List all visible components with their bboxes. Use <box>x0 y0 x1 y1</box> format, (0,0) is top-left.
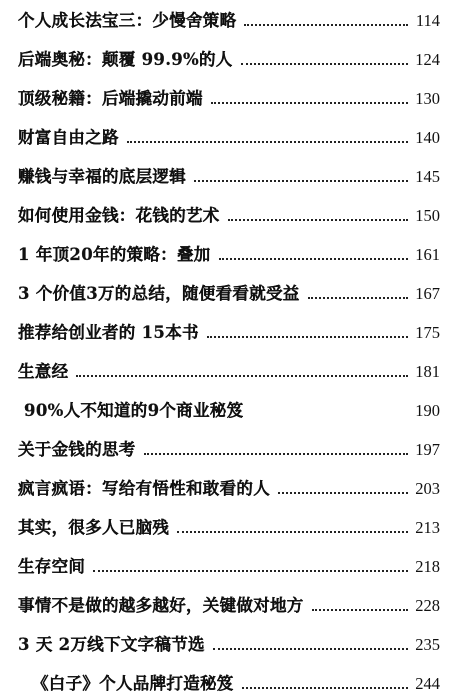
toc-entry[interactable] <box>0 84 460 110</box>
dot-leader <box>241 63 408 65</box>
toc-entry-title: 事情不是做的越多越好，关键做对地方 <box>18 596 304 615</box>
dot-leader <box>194 180 408 182</box>
toc-entry[interactable] <box>0 474 460 500</box>
dot-leader <box>127 141 408 143</box>
toc-entry-title: 3 天 2万线下文字稿节选 <box>18 635 205 654</box>
toc-entry-page: 190 <box>415 401 440 420</box>
toc-entry-title: 财富自由之路 <box>18 128 119 147</box>
toc-entry-page: 145 <box>415 167 440 186</box>
toc-entry-title: 生存空间 <box>18 557 86 576</box>
toc-entry-title: 生意经 <box>18 362 69 381</box>
toc-entry[interactable] <box>0 630 460 656</box>
toc-entry[interactable] <box>0 6 460 32</box>
toc-entry[interactable] <box>0 591 460 617</box>
toc-entry[interactable] <box>0 396 460 422</box>
dot-leader <box>312 609 408 611</box>
toc-entry[interactable] <box>0 201 460 227</box>
toc-entry-title: 《白子》个人品牌打造秘笈 <box>32 674 234 693</box>
dot-leader <box>207 336 408 338</box>
toc-entry[interactable] <box>0 318 460 344</box>
dot-leader <box>93 570 408 572</box>
toc-entry-title: 个人成长法宝三：少慢舍策略 <box>18 11 237 30</box>
dot-leader <box>219 258 408 260</box>
toc-entry[interactable] <box>0 435 460 461</box>
toc-entry[interactable] <box>0 162 460 188</box>
dot-leader <box>144 453 408 455</box>
toc-entry-title: 90%人不知道的9个商业秘笈 <box>18 401 244 420</box>
toc-entry-page: 150 <box>415 206 440 225</box>
toc-entry[interactable] <box>0 513 460 539</box>
toc-entry-title: 如何使用金钱：花钱的艺术 <box>18 206 220 225</box>
dot-leader <box>251 414 408 416</box>
toc-entry[interactable] <box>0 552 460 578</box>
toc-entry-title: 3 个价值3万的总结，随便看看就受益 <box>18 284 300 303</box>
toc-entry-title: 推荐给创业者的 15本书 <box>18 323 199 342</box>
dot-leader <box>278 492 408 494</box>
toc-entry-page: 228 <box>415 596 440 615</box>
dot-leader <box>242 687 408 689</box>
toc-entry[interactable] <box>0 45 460 71</box>
toc-entry-page: 114 <box>415 11 440 30</box>
toc-entry-title: 关于金钱的思考 <box>18 440 136 459</box>
toc-entry-page: 203 <box>415 479 440 498</box>
dot-leader <box>228 219 408 221</box>
toc-entry-page: 140 <box>415 128 440 147</box>
toc-entry-page: 197 <box>415 440 440 459</box>
toc-entry-page: 175 <box>415 323 440 342</box>
toc-entry-page: 218 <box>415 557 440 576</box>
dot-leader <box>76 375 408 377</box>
toc-entry-title: 疯言疯语：写给有悟性和敢看的人 <box>18 479 270 498</box>
toc-entry-title: 顶级秘籍：后端撬动前端 <box>18 89 203 108</box>
toc-entry-page: 181 <box>415 362 440 381</box>
toc-entry-title: 其实，很多人已脑残 <box>18 518 170 537</box>
toc-entry[interactable] <box>0 240 460 266</box>
toc-entry-page: 244 <box>415 674 440 693</box>
toc-entry-page: 235 <box>415 635 440 654</box>
toc-entry[interactable] <box>0 357 460 383</box>
toc-entry[interactable] <box>0 669 460 695</box>
toc-entry-page: 124 <box>415 50 440 69</box>
toc-entry-page: 161 <box>415 245 440 264</box>
dot-leader <box>308 297 408 299</box>
dot-leader <box>244 24 408 26</box>
toc-entry-title: 赚钱与幸福的底层逻辑 <box>18 167 186 186</box>
toc-entry-title: 后端奥秘：颠覆 99.9%的人 <box>18 50 233 69</box>
toc-entry-page: 213 <box>415 518 440 537</box>
toc-entry-page: 130 <box>415 89 440 108</box>
dot-leader <box>211 102 408 104</box>
toc-entry-title: 1 年顶20年的策略：叠加 <box>18 245 211 264</box>
dot-leader <box>177 531 408 533</box>
toc-entry[interactable] <box>0 123 460 149</box>
dot-leader <box>213 648 408 650</box>
toc-entry[interactable] <box>0 279 460 305</box>
toc-entry-page: 167 <box>415 284 440 303</box>
